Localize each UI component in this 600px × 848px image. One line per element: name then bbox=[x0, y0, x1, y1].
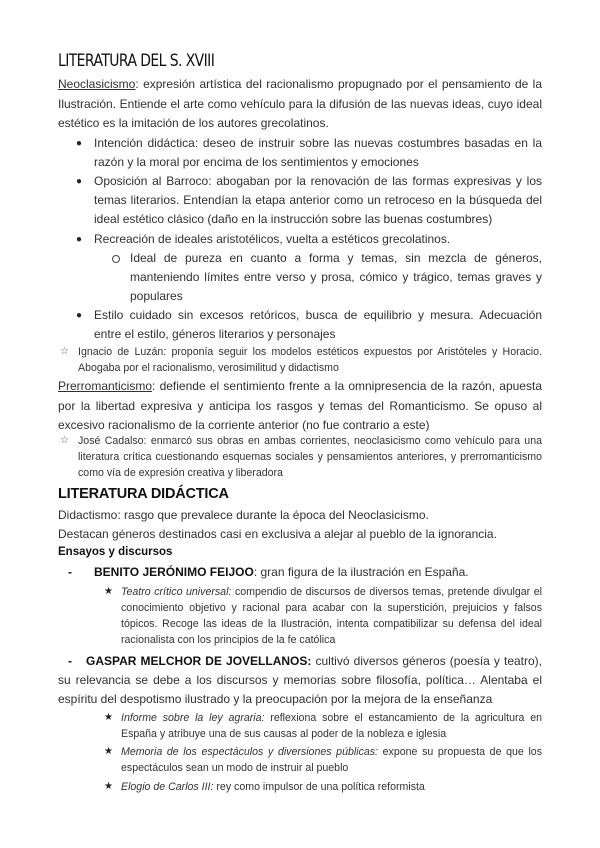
prerromanticismo-term: Prerromanticismo bbox=[58, 379, 153, 393]
star-outline-icon: ☆ bbox=[60, 435, 69, 446]
feijoo-text: : gran figura de la ilustración en España. bbox=[253, 565, 469, 579]
neoclasicismo-term: Neoclasicismo bbox=[58, 77, 136, 91]
didactica-heading: LITERATURA DIDÁCTICA bbox=[58, 486, 229, 502]
ensayos-subheading: Ensayos y discursos bbox=[58, 546, 173, 558]
star-icon: ★ bbox=[104, 746, 113, 757]
jovellanos-work bbox=[121, 744, 542, 776]
jovellanos-work-text: expone su propuesta de que los espectáculos sean un modo de instruir al pueblo bbox=[121, 746, 542, 774]
dash-marker: - bbox=[68, 565, 72, 579]
bullet-icon: ● bbox=[76, 138, 83, 149]
feijoo-entry bbox=[94, 563, 542, 582]
bullet-icon: ● bbox=[76, 310, 83, 321]
jovellanos-work-text: reflexiona sobre el estancamiento de la agricultura en España y atribuye una de sus causas al poder de la nobleza e iglesia bbox=[121, 712, 542, 740]
jovellanos-work bbox=[121, 779, 542, 795]
prerromanticismo-paragraph bbox=[58, 377, 542, 436]
page-title: LITERATURA DEL S. XVIII bbox=[58, 51, 215, 71]
jovellanos-text: cultivó diversos géneros (poesía y teatro), su relevancia se debe a los discursos y memorias sobre filosofía, política… Alentaba el espíritu del despotismo ilustrado y la preocupación por la mejora de la enseñanza bbox=[58, 654, 543, 706]
feijoo-work-text: compendio de discursos de diversos temas, pretende divulgar el conocimiento objetivo y racional para acabar con la superstición, prejuicios y falsos tópicos. Recoge las ideas de la Ilustración, intenta compatibilizar su defensa del ideal racionalista con los principios de la fe católica bbox=[121, 586, 543, 646]
neoclasicismo-paragraph bbox=[58, 75, 542, 134]
jovellanos-work-title: Elogio de Carlos III: bbox=[121, 781, 214, 793]
neoclasicismo-sub-bullet: Ideal de pureza en cuanto a forma y temas, sin mezcla de géneros, manteniendo límites entre verso y prosa, cómico y trágico, temas graves y populares bbox=[130, 251, 542, 303]
jovellanos-entry bbox=[58, 652, 542, 709]
circle-bullet-icon bbox=[112, 255, 120, 263]
neoclasicismo-bullet: Recreación de ideales aristotélicos, vuelta a estéticos grecolatinos. bbox=[94, 232, 451, 246]
neoclasicismo-definition: : expresión artística del racionalismo propugnado por el pensamiento de la Ilustración. Entiende el arte como vehículo para la difusión de las nuevas ideas, cuyo ideal estético es la imitación de los autores grecolatinos. bbox=[58, 77, 542, 130]
jovellanos-work-title: Informe sobre la ley agraria: bbox=[121, 712, 265, 724]
jovellanos-name: GASPAR MELCHOR DE JOVELLANOS: bbox=[86, 654, 312, 668]
jovellanos-work bbox=[121, 710, 542, 742]
jovellanos-work-text: rey como impulsor de una política reformista bbox=[213, 781, 425, 793]
dash-marker: - bbox=[68, 654, 72, 668]
neoclasicismo-bullet: Intención didáctica: deseo de instruir sobre las nuevas costumbres basadas en la razón y la moral por encima de los sentimientos y emociones bbox=[94, 136, 542, 169]
star-outline-icon: ☆ bbox=[60, 346, 69, 357]
cadalso-note: José Cadalso: enmarcó sus obras en ambas corrientes, neoclasicismo como vehículo para una literatura crítica cuestionando esquemas sociales y pensamientos anteriores, y prerromanticismo como vía de expresión creativa y liberadora bbox=[78, 435, 542, 479]
bullet-icon: ● bbox=[76, 176, 83, 187]
feijoo-work bbox=[121, 584, 542, 648]
feijoo-name: BENITO JERÓNIMO FEIJOO bbox=[94, 565, 254, 579]
star-icon: ★ bbox=[104, 781, 113, 792]
feijoo-work-title: Teatro crítico universal: bbox=[121, 586, 232, 598]
didactica-line-2: Destacan géneros destinados casi en exclusiva a alejar al pueblo de la ignorancia. bbox=[58, 527, 497, 541]
neoclasicismo-bullet: Oposición al Barroco: abogaban por la renovación de las formas expresivas y los temas literarios. Entendían la etapa anterior como un retroceso en la búsqueda del ideal estético clásico (daño en la instrucción sobre las buenas costumbres) bbox=[94, 174, 542, 226]
star-icon: ★ bbox=[104, 586, 113, 597]
neoclasicismo-bullet: Estilo cuidado sin excesos retóricos, busca de equilibrio y mesura. Adecuación entre el estilo, géneros literarios y personajes bbox=[94, 308, 542, 341]
luzan-note: Ignacio de Luzán: proponía seguir los modelos estéticos expuestos por Aristóteles y Horacio. Abogaba por el racionalismo, verosimilitud y didactismo bbox=[78, 346, 542, 374]
prerromanticismo-definition: : defiende el sentimiento frente a la omnipresencia de la razón, apuesta por la libertad expresiva y anticipa los rasgos y temas del Romanticismo. Se opuso al excesivo racionalismo de la corriente anterior (no fue contrario a este) bbox=[58, 379, 542, 432]
star-icon: ★ bbox=[104, 712, 113, 723]
jovellanos-work-title: Memoria de los espectáculos y diversiones públicas: bbox=[121, 746, 378, 758]
didactica-line-1: Didactismo: rasgo que prevalece durante la época del Neoclasicismo. bbox=[58, 508, 429, 522]
bullet-icon: ● bbox=[76, 234, 83, 245]
